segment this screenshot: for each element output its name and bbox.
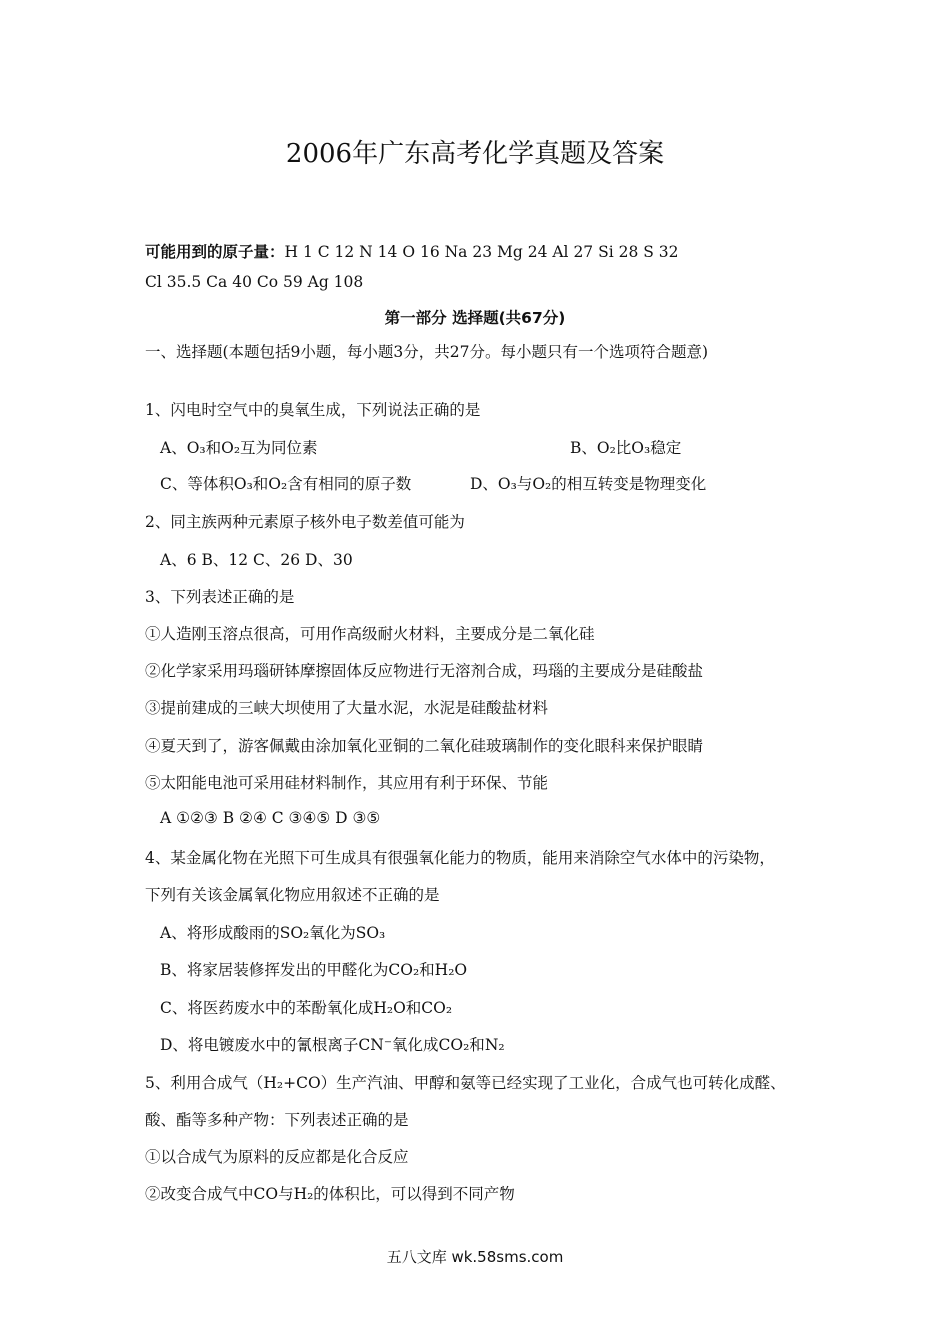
q4-option-b: B、将家居装修挥发出的甲醛化为CO₂和H₂O [160,961,468,979]
q5-stem-line-1: 5、利用合成气（H₂+CO）生产汽油、甲醇和氨等已经实现了工业化，合成气也可转化成醛、 [145,1074,786,1092]
q1-option-d: D、O₃与O₂的相互转变是物理变化 [470,475,707,493]
q3-statement-5: ⑤太阳能电池可采用硅材料制作，其应用有利于环保、节能 [145,774,549,792]
q4-option-a: A、将形成酸雨的SO₂氧化为SO₃ [160,924,386,942]
footer-watermark: 五八文库 wk.58sms.com [386,1248,564,1266]
q5-statement-1: ①以合成气为原料的反应都是化合反应 [145,1148,409,1166]
q5-stem-line-2: 酸、酯等多种产物：下列表述正确的是 [145,1111,409,1129]
q3-statement-4: ④夏天到了，游客佩戴由涂加氧化亚铜的二氧化硅玻璃制作的变化眼科来保护眼睛 [145,737,704,755]
q1-option-b: B、O₂比O₃稳定 [570,439,682,457]
atomic-masses-line-1 [145,240,679,262]
q4-option-c: C、将医药废水中的苯酚氧化成H₂O和CO₂ [160,999,453,1017]
q2-stem: 2、同主族两种元素原子核外电子数差值可能为 [145,513,465,531]
atomic-masses-values-1: H 1 C 12 N 14 O 16 Na 23 Mg 24 Al 27 Si 28 S 32 [284,243,679,261]
q3-options: A ①②③ B ②④ C ③④⑤ D ③⑤ [160,809,381,827]
section-heading: 第一部分 选择题(共67分) [384,309,566,327]
q3-statement-3: ③提前建成的三峡大坝使用了大量水泥，水泥是硅酸盐材料 [145,699,549,717]
q5-statement-2: ②改变合成气中CO与H₂的体积比，可以得到不同产物 [145,1185,515,1203]
q4-option-d: D、将电镀废水中的氰根离子CN⁻氧化成CO₂和N₂ [160,1036,505,1054]
q2-options: A、6 B、12 C、26 D、30 [160,551,353,569]
part-one-instructions: 一、选择题(本题包括9小题，每小题3分，共27分。每小题只有一个选项符合题意) [145,343,709,361]
q3-stem: 3、下列表述正确的是 [145,588,295,606]
q1-stem: 1、闪电时空气中的臭氧生成，下列说法正确的是 [145,401,481,419]
page-title: 2006年广东高考化学真题及答案 [285,139,665,169]
q1-option-a: A、O₃和O₂互为同位素 [160,439,318,457]
atomic-masses-label: 可能用到的原子量： [145,243,285,261]
q4-stem-line-2: 下列有关该金属氧化物应用叙述不正确的是 [145,886,440,904]
q1-option-c: C、等体积O₃和O₂含有相同的原子数 [160,475,412,493]
q3-statement-2: ②化学家采用玛瑙研钵摩擦固体反应物进行无溶剂合成，玛瑙的主要成分是硅酸盐 [145,662,704,680]
q4-stem-line-1: 4、某金属化物在光照下可生成具有很强氧化能力的物质，能用来消除空气水体中的污染物， [145,849,775,867]
q3-statement-1: ①人造刚玉溶点很高，可用作高级耐火材料，主要成分是二氧化硅 [145,625,595,643]
atomic-masses-values-2: Cl 35.5 Ca 40 Co 59 Ag 108 [145,273,364,291]
